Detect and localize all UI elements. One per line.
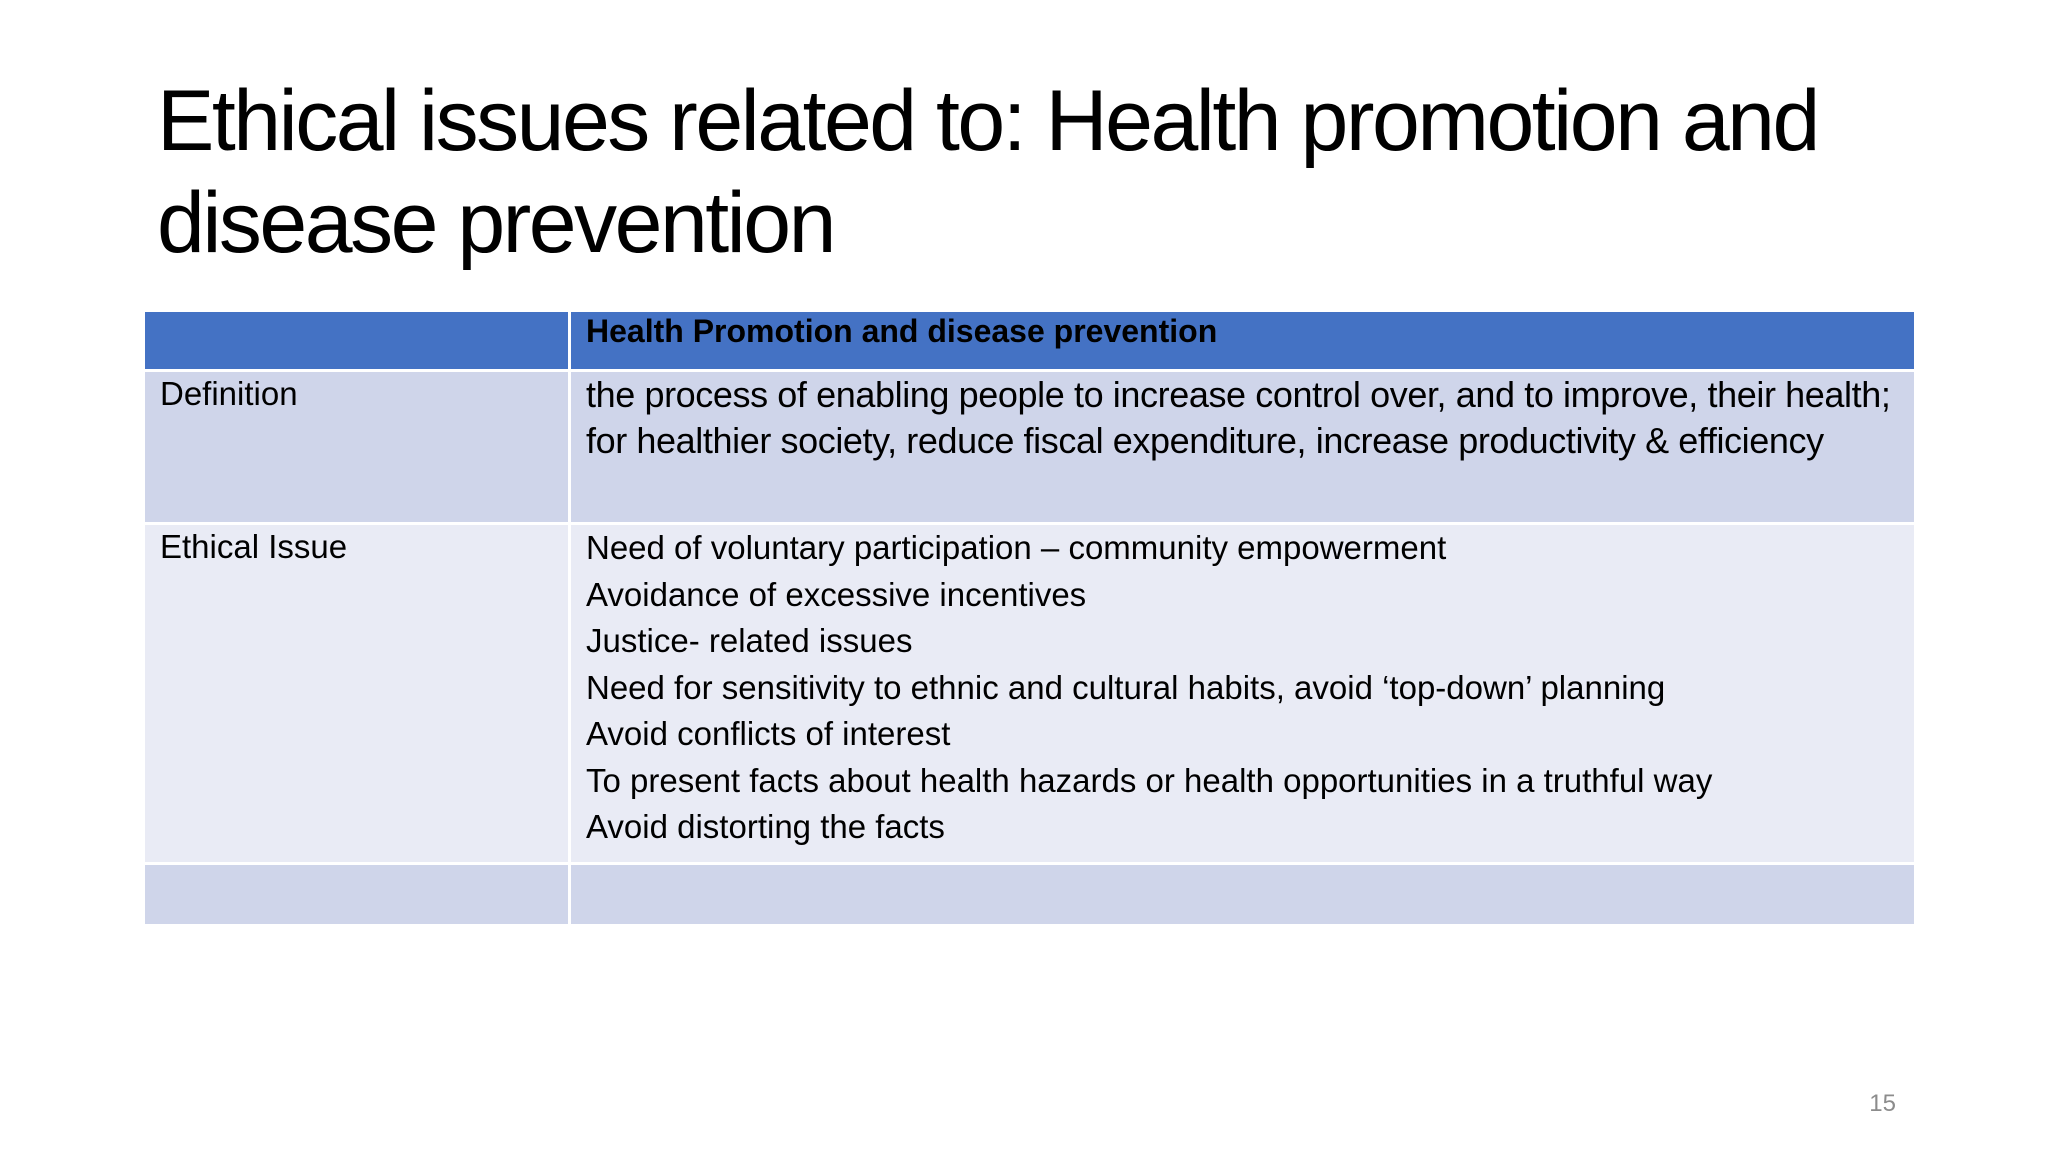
list-item: Need for sensitivity to ethnic and cultural habits, avoid ‘top-down’ planning <box>586 668 1666 706</box>
list-item: Need of voluntary participation – community empowerment <box>586 529 1447 566</box>
header-cell-topic: Health Promotion and disease prevention <box>570 311 1916 371</box>
empty-cell <box>144 864 570 926</box>
list-item: Avoid distorting the facts <box>586 808 945 845</box>
content-table <box>142 309 1917 927</box>
table-row-empty <box>144 864 1916 926</box>
definition-text: the process of enabling people to increase control over, and to improve, their health; for healthier society, reduce fiscal expenditure, increase productivity & efficiency <box>570 371 1916 524</box>
table-row-ethical-issue <box>144 524 1916 864</box>
list-item: To present facts about health hazards or health opportunities in a truthful way <box>586 761 1713 799</box>
ethical-issue-list <box>586 525 1896 851</box>
ethical-issue-cell <box>570 524 1916 864</box>
page-number: 15 <box>1869 1090 1896 1117</box>
list-item: Avoid conflicts of interest <box>586 715 951 752</box>
list-item: Justice- related issues <box>586 622 913 659</box>
ethical-issue-label: Ethical Issue <box>144 524 570 864</box>
table-header-row <box>144 311 1916 371</box>
empty-cell <box>570 864 1916 926</box>
header-cell-empty <box>144 311 570 371</box>
definition-label: Definition <box>144 371 570 524</box>
table-row-definition <box>144 371 1916 524</box>
list-item: Avoidance of excessive incentives <box>586 575 1087 613</box>
slide-title: Ethical issues related to: Health promotion and disease prevention <box>157 73 1818 271</box>
